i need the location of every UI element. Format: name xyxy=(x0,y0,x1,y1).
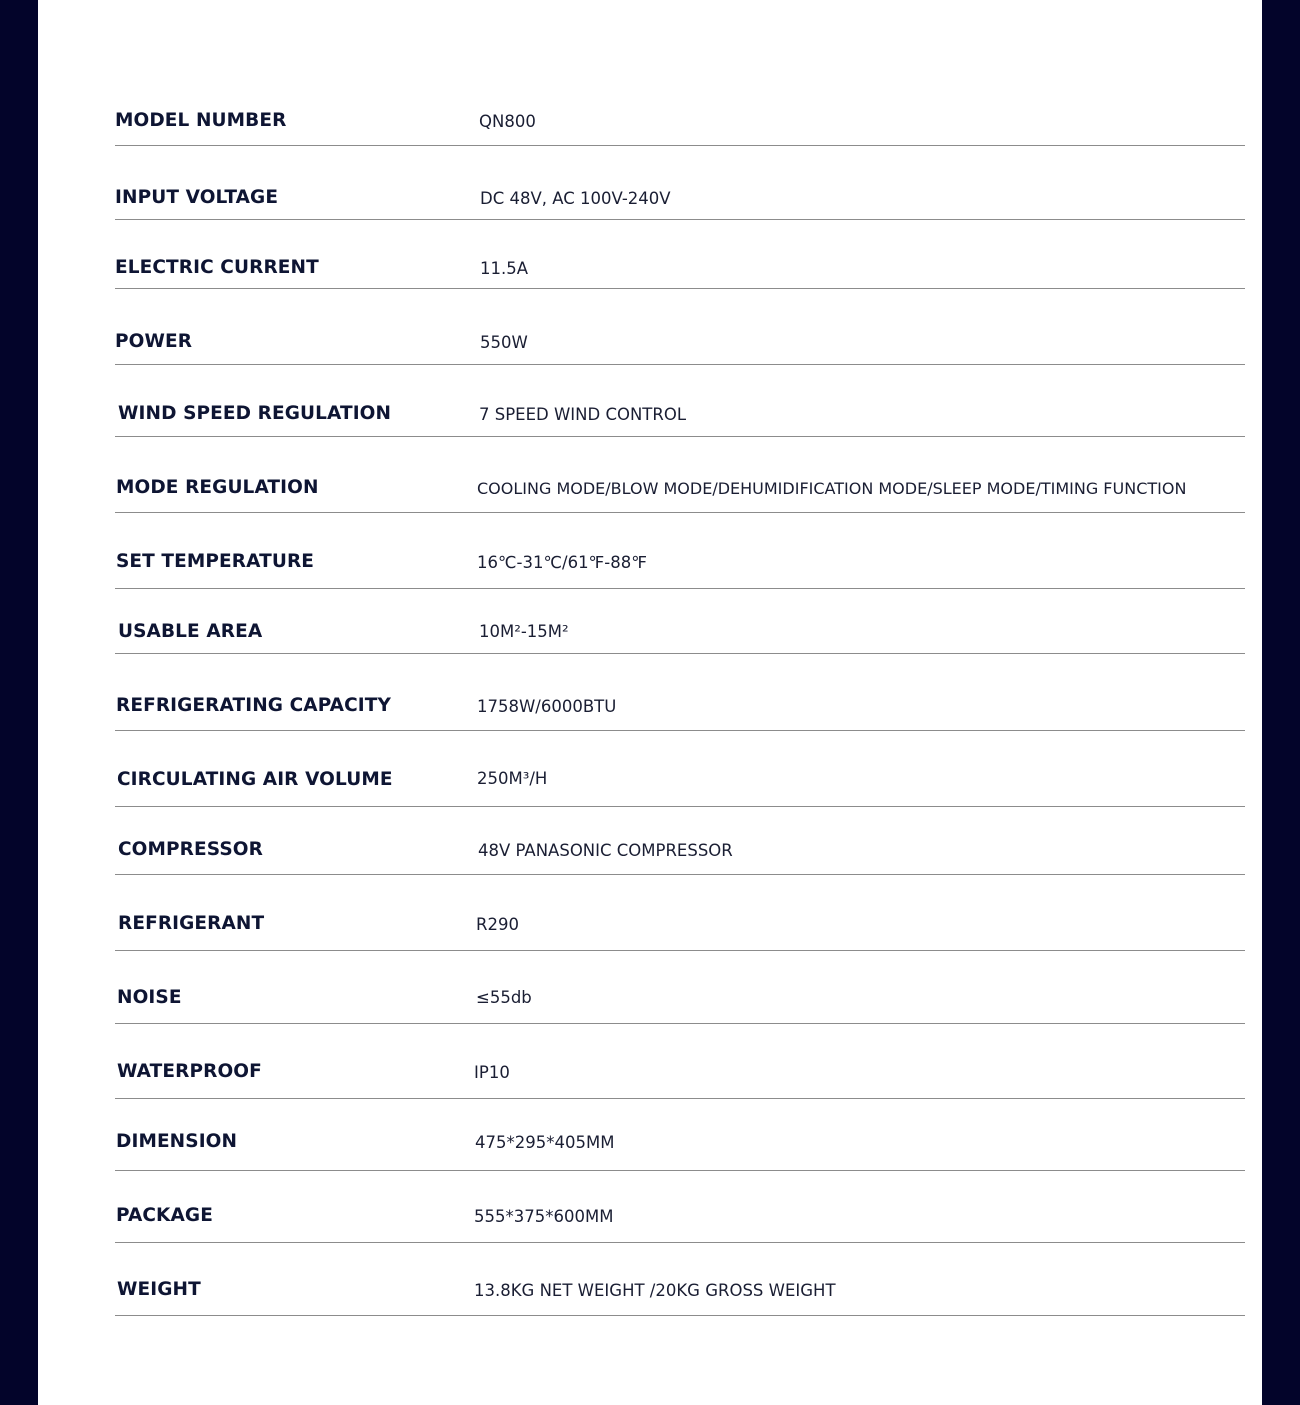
spec-row-usable-area xyxy=(115,589,1245,654)
spec-row-weight xyxy=(115,1243,1245,1316)
spec-row-circulating-air-volume xyxy=(115,731,1245,807)
spec-row-package xyxy=(115,1171,1245,1243)
spec-row-input-voltage xyxy=(115,146,1245,220)
spec-label: CIRCULATING AIR VOLUME xyxy=(117,769,393,790)
spec-value: IP10 xyxy=(474,1063,510,1082)
spec-label: MODEL NUMBER xyxy=(115,110,287,131)
spec-value: 7 SPEED WIND CONTROL xyxy=(479,405,687,424)
spec-row-dimension xyxy=(115,1099,1245,1171)
spec-value: 13.8KG NET WEIGHT /20KG GROSS WEIGHT xyxy=(474,1281,836,1300)
spec-label: ELECTRIC CURRENT xyxy=(115,257,319,278)
spec-row-power xyxy=(115,289,1245,365)
spec-row-noise xyxy=(115,951,1245,1024)
spec-label: WATERPROOF xyxy=(117,1061,262,1082)
spec-value: 475*295*405MM xyxy=(475,1133,615,1152)
spec-value: 10M²-15M² xyxy=(479,622,569,641)
spec-value: DC 48V, AC 100V-240V xyxy=(480,189,671,208)
spec-label: NOISE xyxy=(117,987,182,1008)
spec-row-set-temperature xyxy=(115,513,1245,589)
spec-value: 555*375*600MM xyxy=(474,1207,614,1226)
spec-value: QN800 xyxy=(479,112,536,131)
spec-label: COMPRESSOR xyxy=(118,839,263,860)
spec-label: REFRIGERANT xyxy=(118,913,265,934)
spec-label: INPUT VOLTAGE xyxy=(115,187,279,208)
spec-label: WIND SPEED REGULATION xyxy=(118,403,392,424)
spec-value: 550W xyxy=(480,333,528,352)
spec-label: PACKAGE xyxy=(116,1205,213,1226)
spec-label: DIMENSION xyxy=(116,1131,238,1152)
spec-row-refrigerant xyxy=(115,875,1245,951)
spec-value: 1758W/6000BTU xyxy=(477,697,617,716)
spec-value: ≤55db xyxy=(476,988,532,1007)
spec-row-compressor xyxy=(115,807,1245,875)
spec-label: USABLE AREA xyxy=(118,621,263,642)
spec-row-model-number xyxy=(115,100,1245,146)
spec-value: 48V PANASONIC COMPRESSOR xyxy=(478,841,733,860)
spec-row-refrigerating-capacity xyxy=(115,654,1245,731)
spec-row-electric-current xyxy=(115,220,1245,289)
spec-sheet xyxy=(38,0,1262,1405)
spec-row-waterproof xyxy=(115,1024,1245,1099)
spec-label: POWER xyxy=(115,331,193,352)
spec-value: R290 xyxy=(476,915,519,934)
spec-row-mode-regulation xyxy=(115,437,1245,513)
spec-label: SET TEMPERATURE xyxy=(116,551,315,572)
spec-label: WEIGHT xyxy=(117,1279,201,1300)
spec-value: 16℃-31℃/61℉-88℉ xyxy=(477,553,647,572)
spec-label: REFRIGERATING CAPACITY xyxy=(116,695,391,716)
spec-value: 250M³/H xyxy=(477,769,548,788)
spec-label: MODE REGULATION xyxy=(116,477,319,498)
spec-value: COOLING MODE/BLOW MODE/DEHUMIDIFICATION MODE/SLEEP MODE/TIMING FUNCTION xyxy=(477,479,1187,498)
spec-row-wind-speed-regulation xyxy=(115,365,1245,437)
spec-value: 11.5A xyxy=(480,259,529,278)
